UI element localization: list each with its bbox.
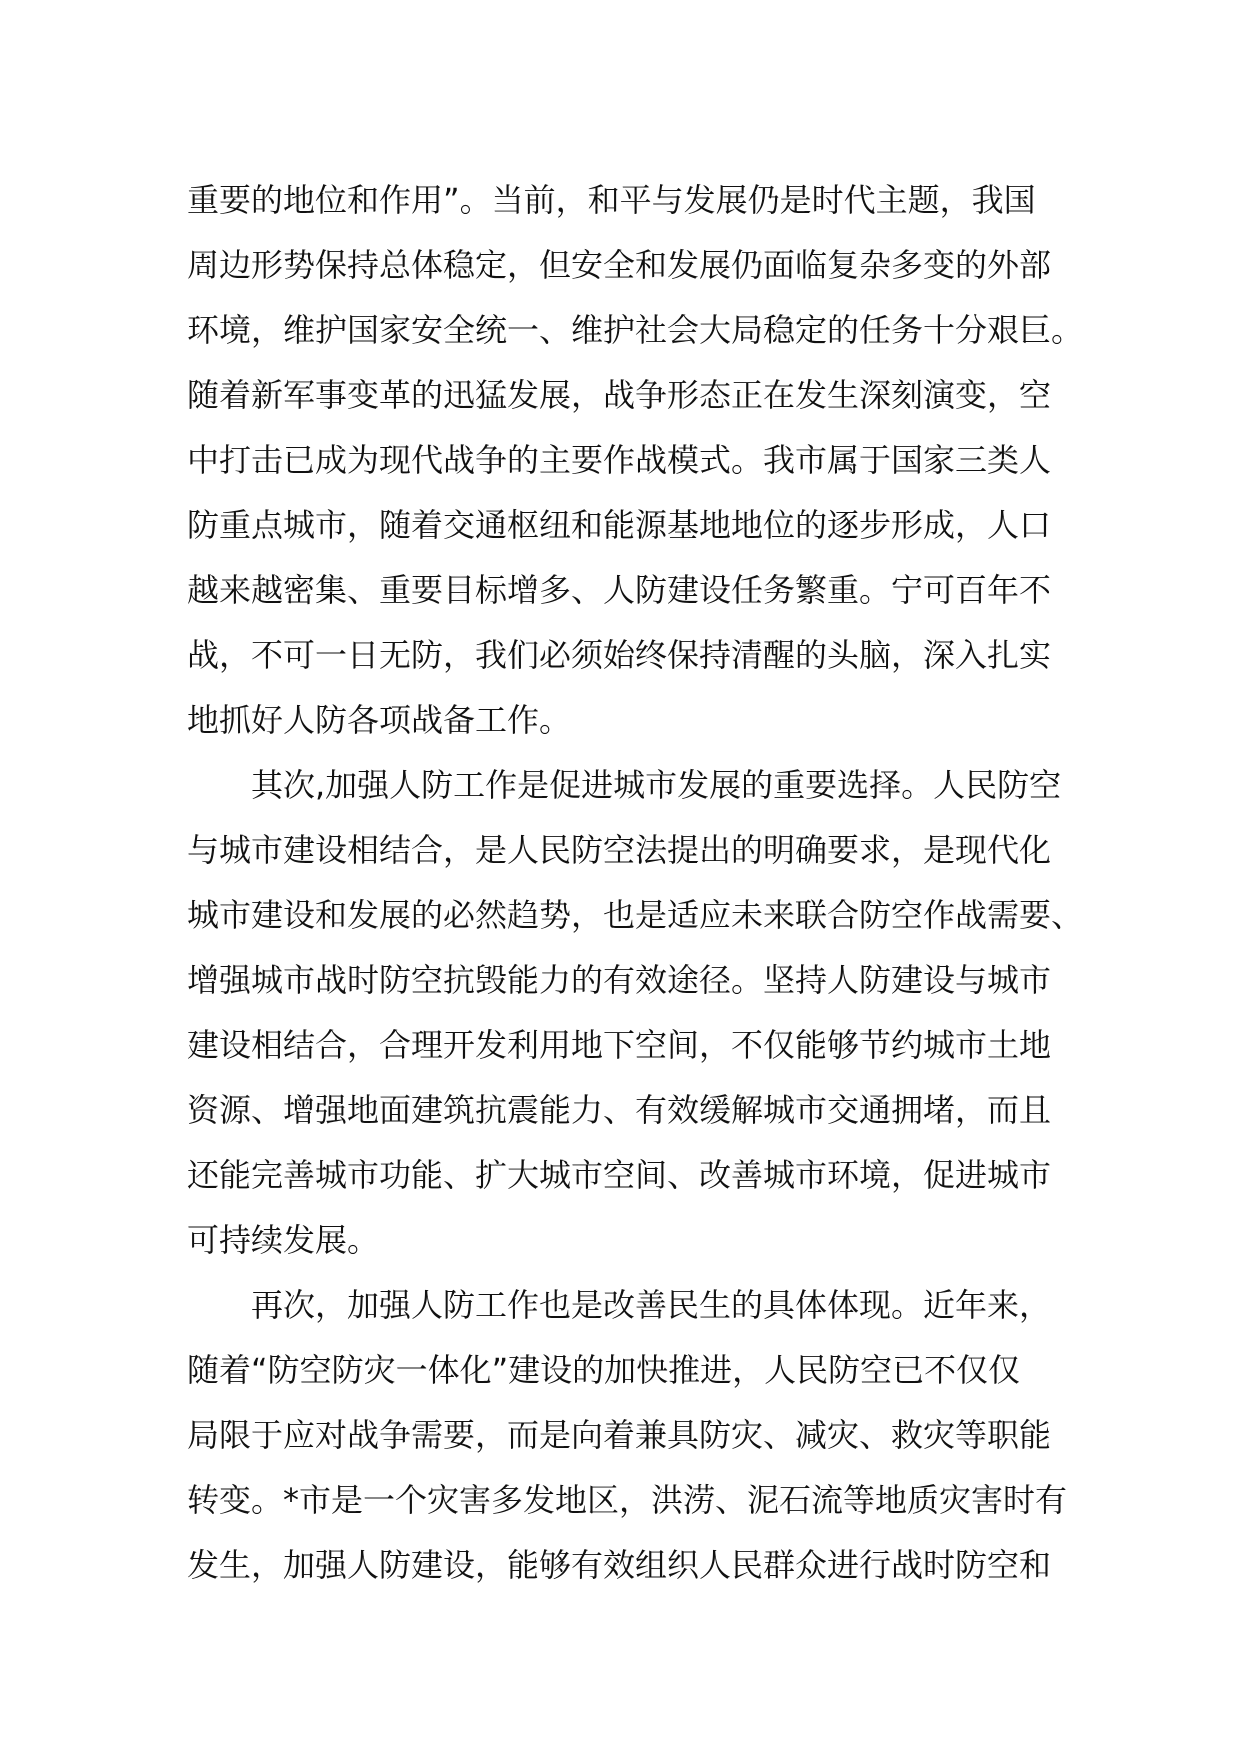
- text-line: 越来越密集、重要目标增多、人防建设任务繁重。宁可百年不: [187, 571, 1052, 609]
- text-line: 转变。*市是一个灾害多发地区，洪涝、泥石流等地质灾害时有: [187, 1481, 1068, 1519]
- text-line: 可持续发展。: [187, 1221, 380, 1259]
- text-line: 防重点城市，随着交通枢纽和能源基地地位的逐步形成，人口: [187, 506, 1052, 544]
- paragraph-start-line: 再次，加强人防工作也是改善民生的具体体现。近年来，: [251, 1286, 1052, 1324]
- text-line: 建设相结合，合理开发利用地下空间，不仅能够节约城市土地: [187, 1026, 1052, 1064]
- text-line: 局限于应对战争需要，而是向着兼具防灾、减灾、救灾等职能: [187, 1416, 1052, 1454]
- text-line: 还能完善城市功能、扩大城市空间、改善城市环境，促进城市: [187, 1156, 1052, 1194]
- text-line: 随着“防空防灾一体化”建设的加快推进，人民防空已不仅仅: [187, 1351, 1021, 1389]
- text-line: 周边形势保持总体稳定，但安全和发展仍面临复杂多变的外部: [187, 246, 1052, 284]
- text-line: 发生，加强人防建设，能够有效组织人民群众进行战时防空和: [187, 1546, 1052, 1584]
- text-line: 环境，维护国家安全统一、维护社会大局稳定的任务十分艰巨。: [187, 311, 1084, 349]
- paragraph-start-line: 其次,加强人防工作是促进城市发展的重要选择。人民防空: [251, 766, 1062, 804]
- text-line: 城市建设和发展的必然趋势，也是适应未来联合防空作战需要、: [187, 896, 1084, 934]
- text-line: 随着新军事变革的迅猛发展，战争形态正在发生深刻演变，空: [187, 376, 1052, 414]
- text-line: 资源、增强地面建筑抗震能力、有效缓解城市交通拥堵，而且: [187, 1091, 1052, 1129]
- text-line: 增强城市战时防空抗毁能力的有效途径。坚持人防建设与城市: [187, 961, 1052, 999]
- text-line: 中打击已成为现代战争的主要作战模式。我市属于国家三类人: [187, 441, 1052, 479]
- text-line: 重要的地位和作用”。当前，和平与发展仍是时代主题，我国: [187, 181, 1036, 219]
- text-line: 与城市建设相结合，是人民防空法提出的明确要求，是现代化: [187, 831, 1052, 869]
- document-body: [187, 168, 1084, 1598]
- text-line: 地抓好人防各项战备工作。: [187, 701, 572, 739]
- text-line: 战，不可一日无防，我们必须始终保持清醒的头脑，深入扎实: [187, 636, 1052, 674]
